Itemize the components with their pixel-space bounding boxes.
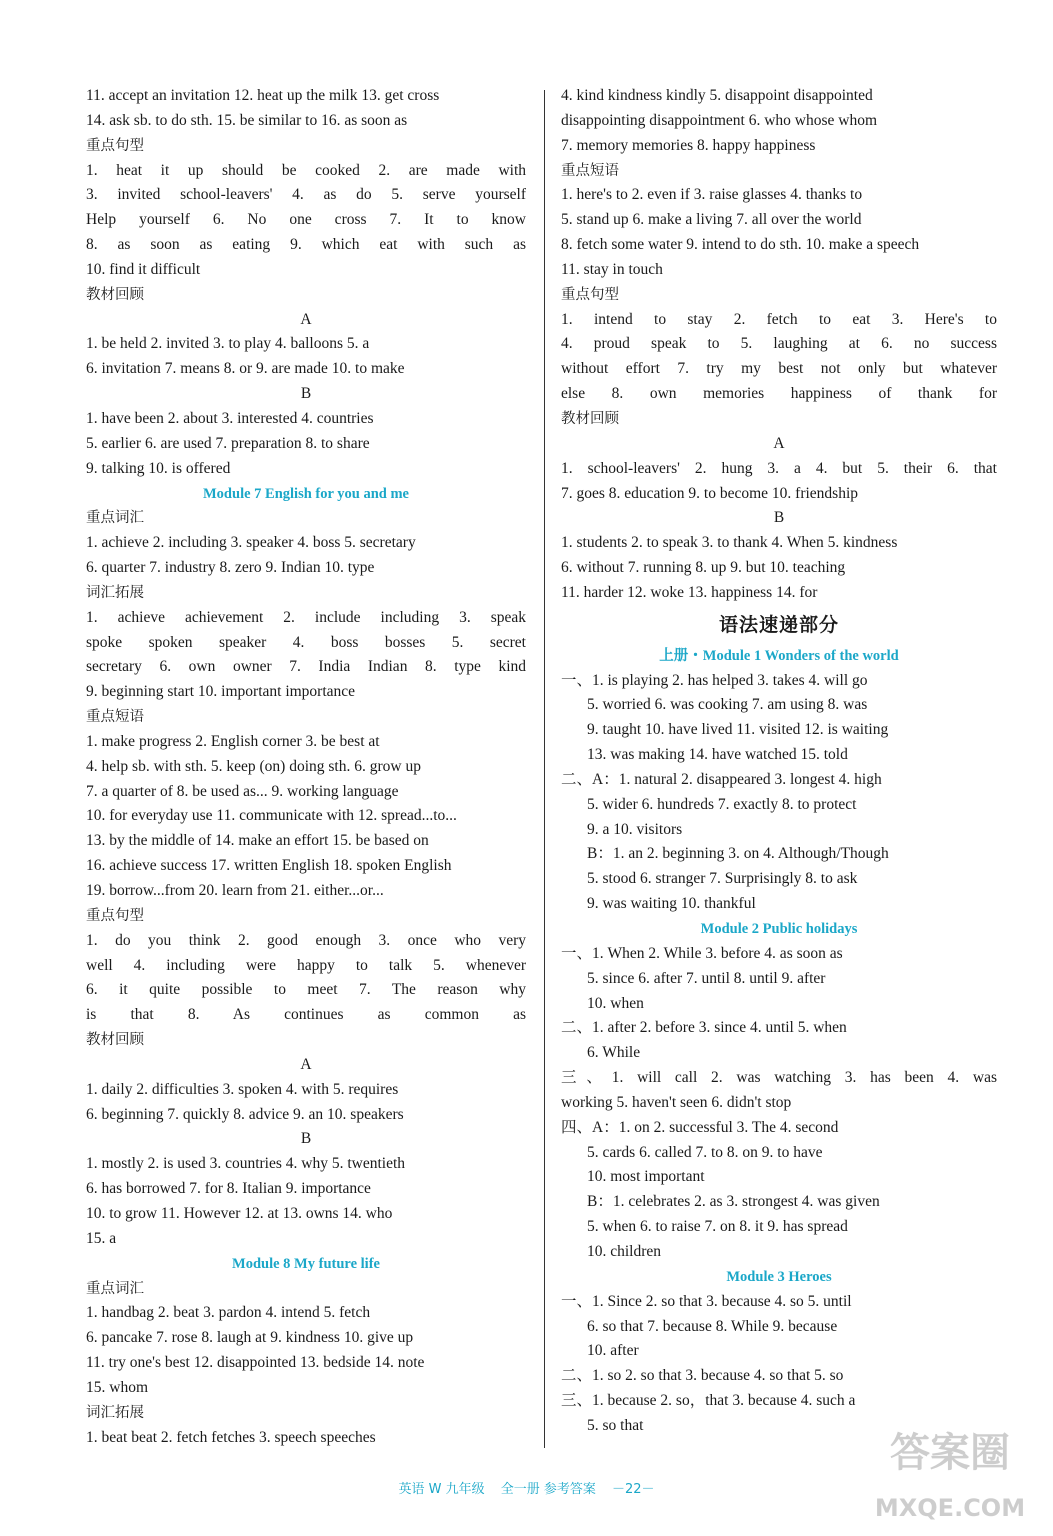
subsection-label: B [300, 1130, 312, 1148]
answer-line: 5. wider 6. hundreds 7. exactly 8. to protect [587, 795, 857, 813]
answer-line: 二、1. after 2. before 3. since 4. until 5. when [561, 1019, 847, 1037]
answer-line: 6. it quite possible to meet 7. The reason why [86, 981, 526, 999]
module-title: 上册・Module 1 Wonders of the world [659, 647, 899, 664]
section-heading: 教材回顾 [86, 1032, 144, 1049]
answer-line: 11. stay in touch [561, 260, 663, 278]
answer-line: 7. memory memories 8. happy happiness [561, 136, 816, 154]
answer-line: is that 8. As continues as common as [86, 1006, 526, 1024]
answer-line: 5. when 6. to raise 7. on 8. it 9. has spread [587, 1218, 848, 1236]
answer-line: 5. since 6. after 7. until 8. until 9. after [587, 969, 826, 987]
answer-line: 5. worried 6. was cooking 7. am using 8. was [587, 696, 868, 714]
answer-line: 5. cards 6. called 7. to 8. on 9. to have [587, 1143, 823, 1161]
section-heading: 重点短语 [86, 709, 144, 726]
answer-line: 5. stand up 6. make a living 7. all over the world [561, 211, 862, 229]
section-heading: 重点短语 [561, 162, 619, 179]
section-heading: 重点句型 [561, 286, 619, 303]
answer-line: 1. beat beat 2. fetch fetches 3. speech speeches [86, 1428, 376, 1446]
answer-line: 7. a quarter of 8. be used as... 9. working language [86, 782, 399, 800]
answer-line: 15. whom [86, 1378, 148, 1396]
answer-line: working 5. haven't seen 6. didn't stop [561, 1093, 792, 1111]
subsection-label: A [300, 310, 312, 328]
answer-line: 4. proud speak to 5. laughing at 6. no success [561, 335, 997, 353]
answer-line: 10. for everyday use 11. communicate with 12. spread...to... [86, 807, 457, 825]
footer-subject: 英语 W 九年级 [398, 1482, 485, 1497]
answer-line: 1. daily 2. difficulties 3. spoken 4. with 5. requires [86, 1080, 399, 1098]
answer-line: B：1. an 2. beginning 3. on 4. Although/Though [587, 845, 889, 863]
subsection-label: B [773, 509, 785, 527]
answer-line: 10. children [587, 1242, 662, 1260]
watermark-bottom-text: MXQE.COM [874, 1494, 1026, 1522]
answer-line: 1. mostly 2. is used 3. countries 4. why 5. twentieth [86, 1155, 406, 1173]
module-title: Module 3 Heroes [726, 1268, 832, 1285]
answer-line: 一、1. is playing 2. has helped 3. takes 4. will go [561, 671, 868, 689]
module-title: Module 8 My future life [232, 1255, 380, 1272]
answer-line: 1. do you think 2. good enough 3. once who very [86, 931, 526, 949]
section-heading: 重点句型 [86, 907, 144, 924]
answer-line: 8. fetch some water 9. intend to do sth. 10. make a speech [561, 236, 920, 254]
answer-line: 5. so that [587, 1416, 644, 1434]
answer-line: disappointing disappointment 6. who whose whom [561, 111, 878, 129]
answer-line: 6. so that 7. because 8. While 9. because [587, 1317, 838, 1335]
section-heading: 教材回顾 [561, 410, 619, 427]
answer-line: 1. achieve achievement 2. include including 3. speak [86, 608, 526, 626]
answer-line: 6. invitation 7. means 8. or 9. are made 10. to make [86, 360, 405, 378]
answer-line: 4. help sb. with sth. 5. keep (on) doing sth. 6. grow up [86, 757, 421, 775]
answer-line: 6. quarter 7. industry 8. zero 9. Indian 10. type [86, 559, 375, 577]
subsection-label: A [773, 434, 785, 452]
subsection-label: B [300, 385, 312, 403]
answer-line: 15. a [86, 1229, 117, 1247]
answer-line: 13. by the middle of 14. make an effort 15. be based on [86, 832, 429, 850]
answer-line: 二、A：1. natural 2. disappeared 3. longest 4. high [561, 770, 882, 788]
answer-line: 1. here's to 2. even if 3. raise glasses 4. thanks to [561, 186, 863, 204]
answer-line: 11. harder 12. woke 13. happiness 14. for [561, 583, 818, 601]
answer-line: 11. try one's best 12. disappointed 13. bedside 14. note [86, 1354, 425, 1372]
answer-line: 1. intend to stay 2. fetch to eat 3. Here's to [561, 310, 997, 328]
answer-line: 16. achieve success 17. written English 18. spoken English [86, 857, 452, 875]
right-column [561, 84, 997, 1439]
answer-line: 一、1. Since 2. so that 3. because 4. so 5. until [561, 1292, 852, 1310]
answer-line: 7. goes 8. education 9. to become 10. friendship [561, 484, 859, 502]
section-heading: 词汇拓展 [86, 1404, 144, 1421]
answer-line: 1. have been 2. about 3. interested 4. countries [86, 409, 374, 427]
answer-line: 一、1. When 2. While 3. before 4. as soon as [561, 944, 843, 962]
answer-line: 6. has borrowed 7. for 8. Italian 9. importance [86, 1180, 371, 1198]
answer-line: 6. beginning 7. quickly 8. advice 9. an 10. speakers [86, 1105, 404, 1123]
section-heading: 重点句型 [86, 137, 144, 154]
answer-line: 1. achieve 2. including 3. speaker 4. boss 5. secretary [86, 534, 416, 552]
section-heading: 词汇拓展 [86, 584, 144, 601]
answer-line: 5. earlier 6. are used 7. preparation 8. to share [86, 434, 370, 452]
answer-line: spoke spoken speaker 4. boss bosses 5. secret [86, 633, 526, 651]
footer-volume: 全一册 参考答案 [500, 1482, 596, 1497]
answer-line: 6. without 7. running 8. up 9. but 10. teaching [561, 559, 846, 577]
answer-line: 3. invited school-leavers' 4. as do 5. serve yourself [86, 186, 526, 204]
answer-line: without effort 7. try my best not only but whatever [561, 360, 997, 378]
answer-line: 9. talking 10. is offered [86, 459, 231, 477]
answer-line: 三、1. because 2. so，that 3. because 4. such a [561, 1392, 856, 1410]
answer-line: 四、A：1. on 2. successful 3. The 4. second [561, 1118, 839, 1136]
part-title: 语法速递部分 [718, 613, 839, 636]
module-title: Module 7 English for you and me [203, 485, 409, 502]
answer-line: 6. pancake 7. rose 8. laugh at 9. kindness 10. give up [86, 1329, 414, 1347]
column-divider [544, 90, 545, 1448]
answer-line: 10. most important [587, 1168, 705, 1186]
answer-line: B：1. celebrates 2. as 3. strongest 4. was given [587, 1193, 880, 1211]
subsection-label: A [300, 1055, 312, 1073]
answer-line: 1. be held 2. invited 3. to play 4. balloons 5. a [86, 335, 370, 353]
watermark-top-text: 答案圈 [890, 1430, 1010, 1476]
left-column [86, 84, 526, 1450]
answer-line: 9. taught 10. have lived 11. visited 12. is waiting [587, 721, 889, 739]
answer-line: 二、1. so 2. so that 3. because 4. so that 5. so [561, 1367, 844, 1385]
answer-line: 1. students 2. to speak 3. to thank 4. When 5. kindness [561, 534, 898, 552]
module-title: Module 2 Public holidays [700, 921, 858, 937]
answer-line: 10. after [587, 1342, 639, 1360]
answer-line: 13. was making 14. have watched 15. told [587, 746, 848, 764]
answer-line: 11. accept an invitation 12. heat up the milk 13. get cross [86, 87, 440, 104]
answer-line: 1. handbag 2. beat 3. pardon 4. intend 5. fetch [86, 1304, 371, 1322]
answer-line: 1. school-leavers' 2. hung 3. a 4. but 5. their 6. that [561, 459, 997, 477]
answer-line: 9. beginning start 10. important importance [86, 683, 356, 701]
answer-line: 10. when [587, 994, 644, 1012]
answer-line: 1. heat it up should be cooked 2. are made with [86, 161, 526, 179]
section-heading: 重点词汇 [86, 510, 144, 527]
answer-line: 1. make progress 2. English corner 3. be best at [86, 732, 380, 750]
section-heading: 重点词汇 [86, 1280, 144, 1297]
answer-line: Help yourself 6. No one cross 7. It to know [86, 211, 526, 229]
answer-line: well 4. including were happy to talk 5. whenever [86, 956, 526, 974]
answer-line: 19. borrow...from 20. learn from 21. either...or... [86, 882, 384, 899]
answer-line: else 8. own memories happiness of thank for [561, 385, 997, 403]
answer-line: 9. a 10. visitors [587, 820, 683, 838]
section-heading: 教材回顾 [86, 286, 144, 303]
answer-line: 5. stood 6. stranger 7. Surprisingly 8. to ask [587, 870, 858, 888]
answer-line: secretary 6. own owner 7. India Indian 8. type kind [86, 658, 526, 676]
answer-line: 10. find it difficult [86, 260, 201, 278]
answer-line: 10. to grow 11. However 12. at 13. owns 14. who [86, 1204, 393, 1222]
answer-line: 4. kind kindness kindly 5. disappoint disappointed [561, 87, 873, 104]
answer-line: 8. as soon as eating 9. which eat with such as [86, 236, 526, 254]
answer-line: 9. was waiting 10. thankful [587, 895, 756, 913]
page-number: －22－ [612, 1482, 655, 1497]
answer-line: 14. ask sb. to do sth. 15. be similar to 16. as soon as [86, 111, 408, 129]
watermark-logo [870, 1418, 1030, 1528]
answer-line: 6. While [587, 1044, 641, 1062]
answer-line: 三、1. will call 2. was watching 3. has been 4. was [561, 1069, 997, 1087]
